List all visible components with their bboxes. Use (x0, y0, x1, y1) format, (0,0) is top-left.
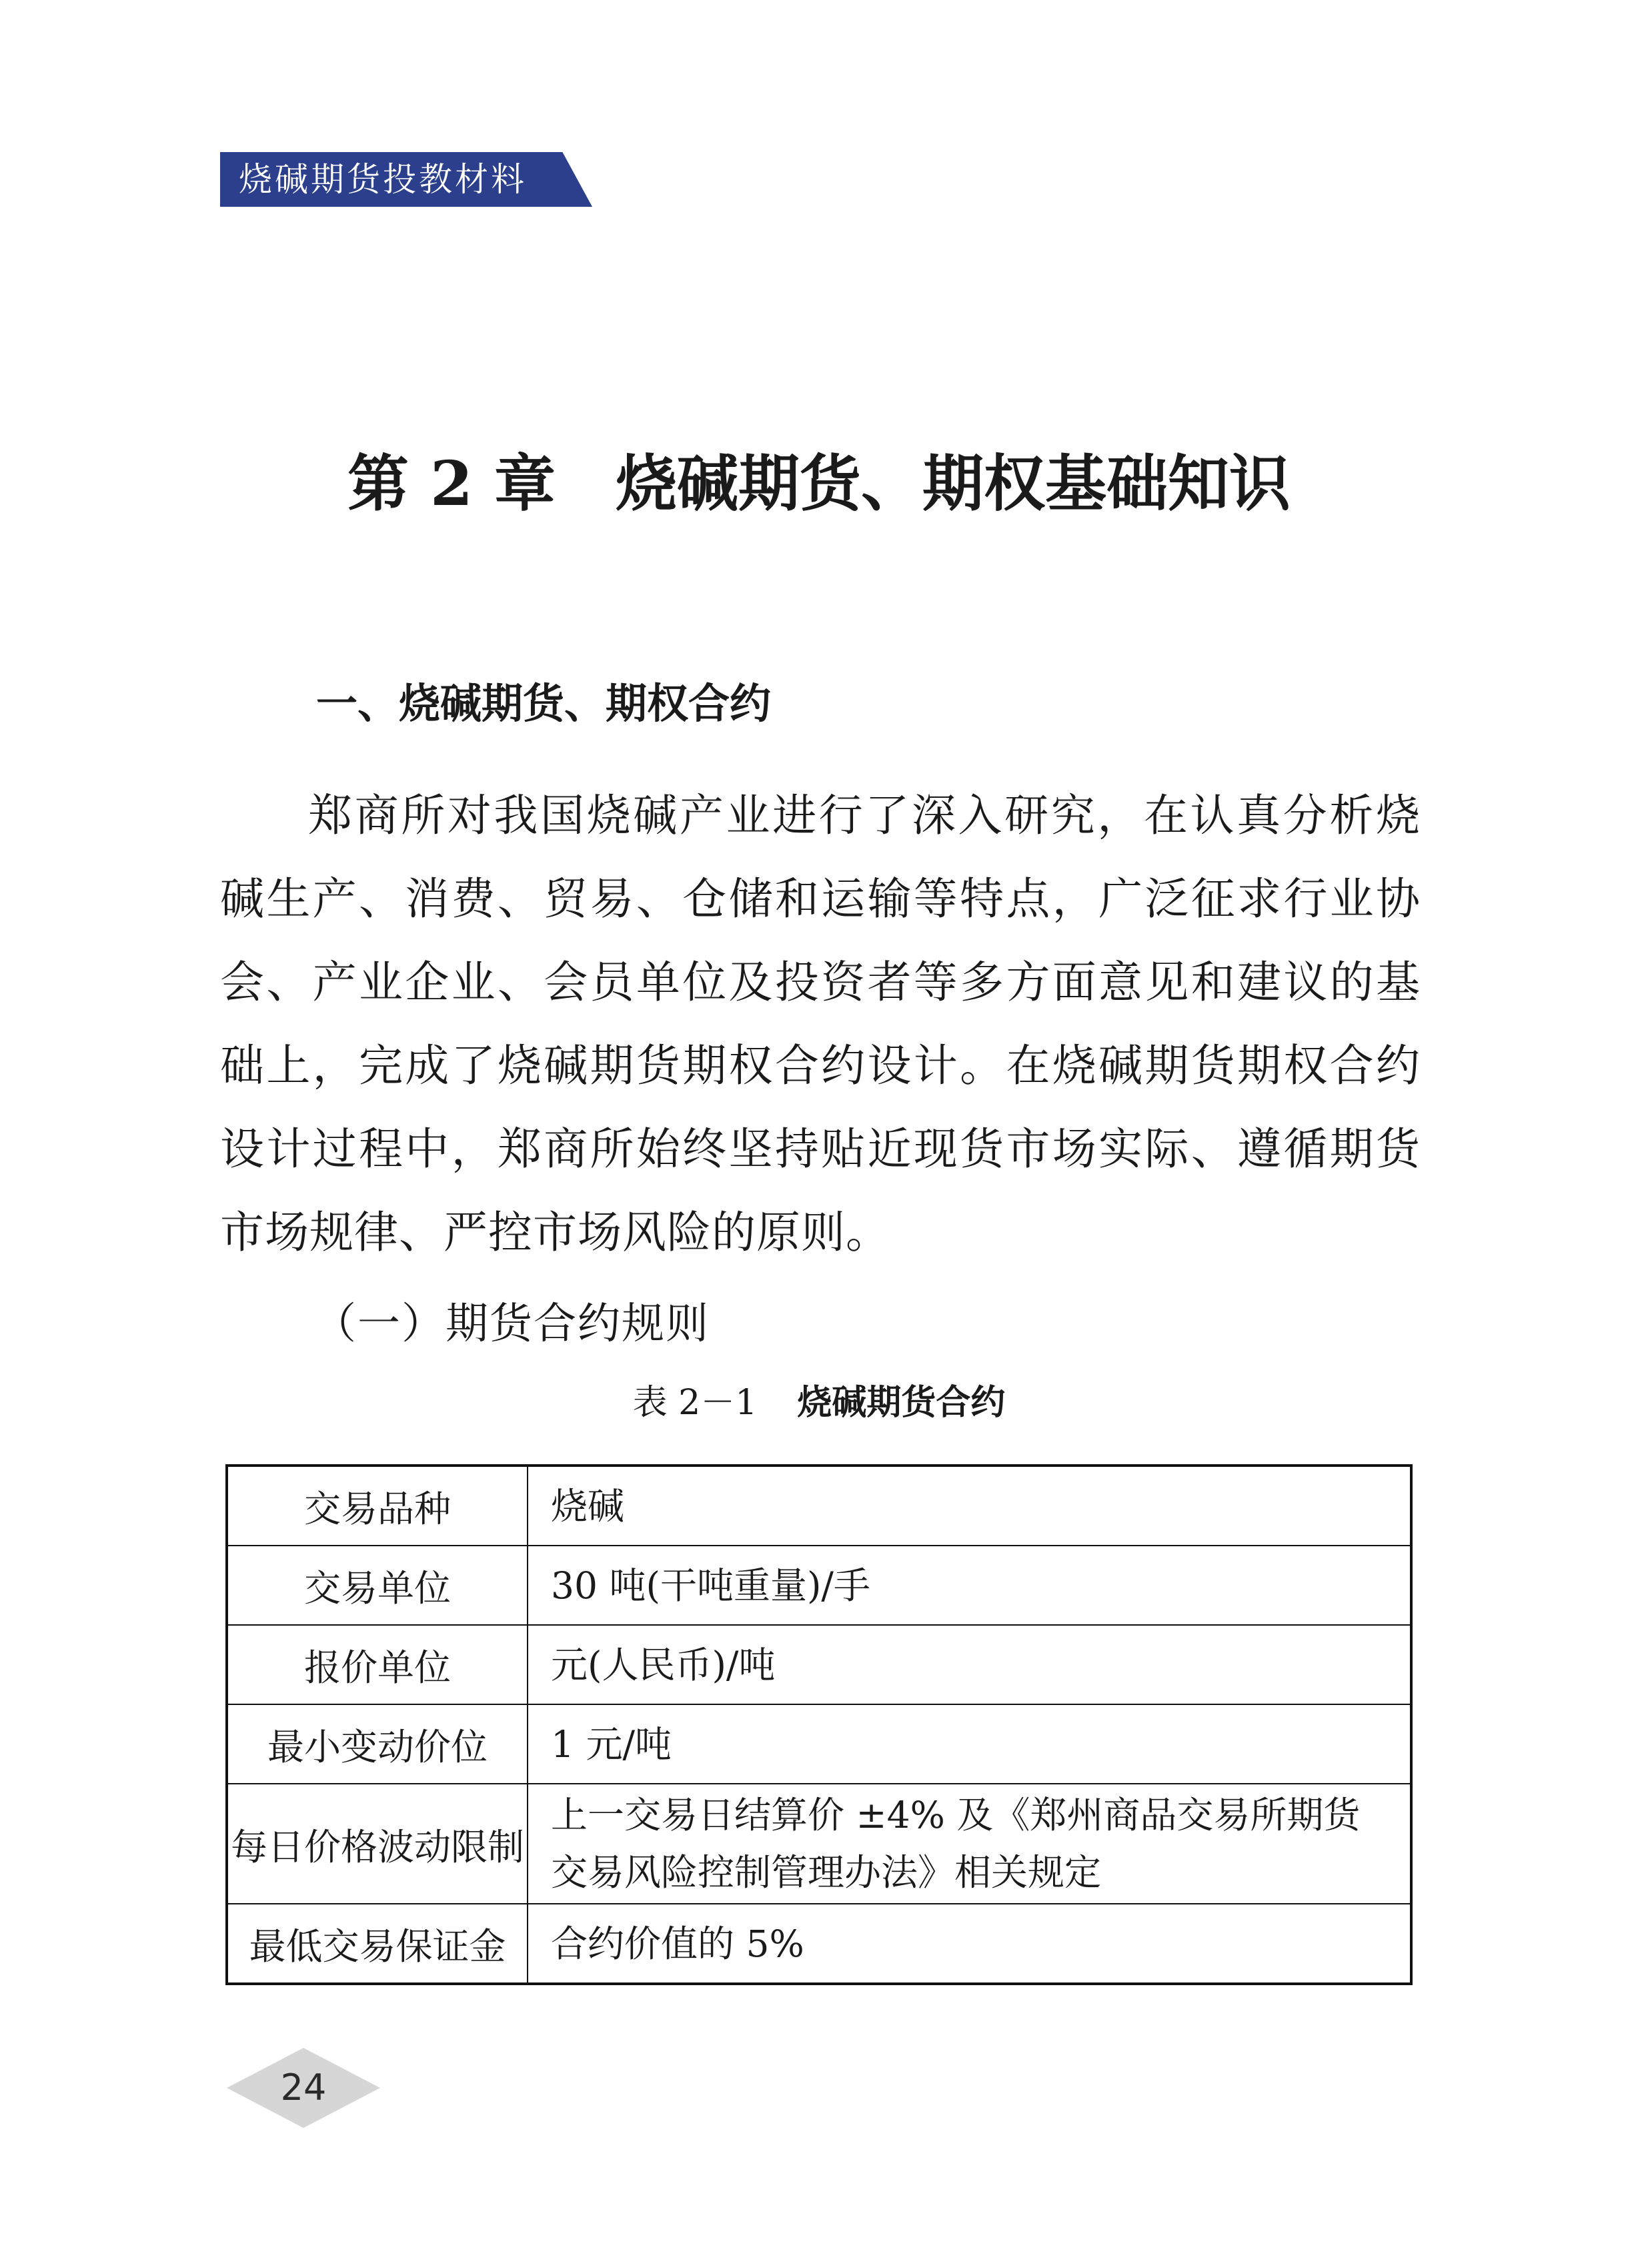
row-value: 30 吨(干吨重量)/手 (528, 1546, 1411, 1625)
table-caption-number: 表 2－1 (632, 1383, 758, 1423)
body-paragraph: 郑商所对我国烧碱产业进行了深入研究，在认真分析烧碱生产、消费、贸易、仓储和运输等特点，广泛征求行业协会、产业企业、会员单位及投资者等多方面意见和建议的基础上，完成了烧碱期货期权合约设计。在烧碱期货期权合约设计过程中，郑商所始终坚持贴近现货市场实际、遵循期货市场规律、严控市场风险的原则。 (220, 790, 1421, 1258)
chapter-name: 烧碱期货、期权基础知识 (616, 448, 1291, 520)
contract-spec-table (225, 1464, 1413, 1985)
table-row (227, 1904, 1411, 1984)
header-title: 烧碱期货投教材料 (239, 160, 527, 199)
row-key: 交易品种 (227, 1466, 528, 1546)
row-value: 烧碱 (528, 1466, 1411, 1546)
row-value: 元(人民币)/吨 (528, 1625, 1411, 1704)
row-key: 最低交易保证金 (227, 1904, 528, 1984)
table-row (227, 1546, 1411, 1625)
section-heading: 一、烧碱期货、期权合约 (316, 679, 772, 728)
table-caption (0, 1376, 1638, 1430)
page-number: 24 (280, 2067, 327, 2109)
table-caption-title: 烧碱期货合约 (797, 1383, 1006, 1423)
row-value: 1 元/吨 (528, 1704, 1411, 1784)
row-key: 报价单位 (227, 1625, 528, 1704)
table-row (227, 1704, 1411, 1784)
table-row (227, 1784, 1411, 1904)
chapter-title (0, 444, 1638, 524)
row-key: 最小变动价位 (227, 1704, 528, 1784)
row-key: 每日价格波动限制 (227, 1784, 528, 1904)
table-row (227, 1625, 1411, 1704)
row-value: 上一交易日结算价 ±4% 及《郑州商品交易所期货交易风险控制管理办法》相关规定 (528, 1784, 1411, 1904)
row-key: 交易单位 (227, 1546, 528, 1625)
row-value: 合约价值的 5% (528, 1904, 1411, 1984)
subsection-heading: （一）期货合约规则 (313, 1299, 710, 1349)
table-row (227, 1466, 1411, 1546)
chapter-label: 第 2 章 (347, 448, 556, 520)
